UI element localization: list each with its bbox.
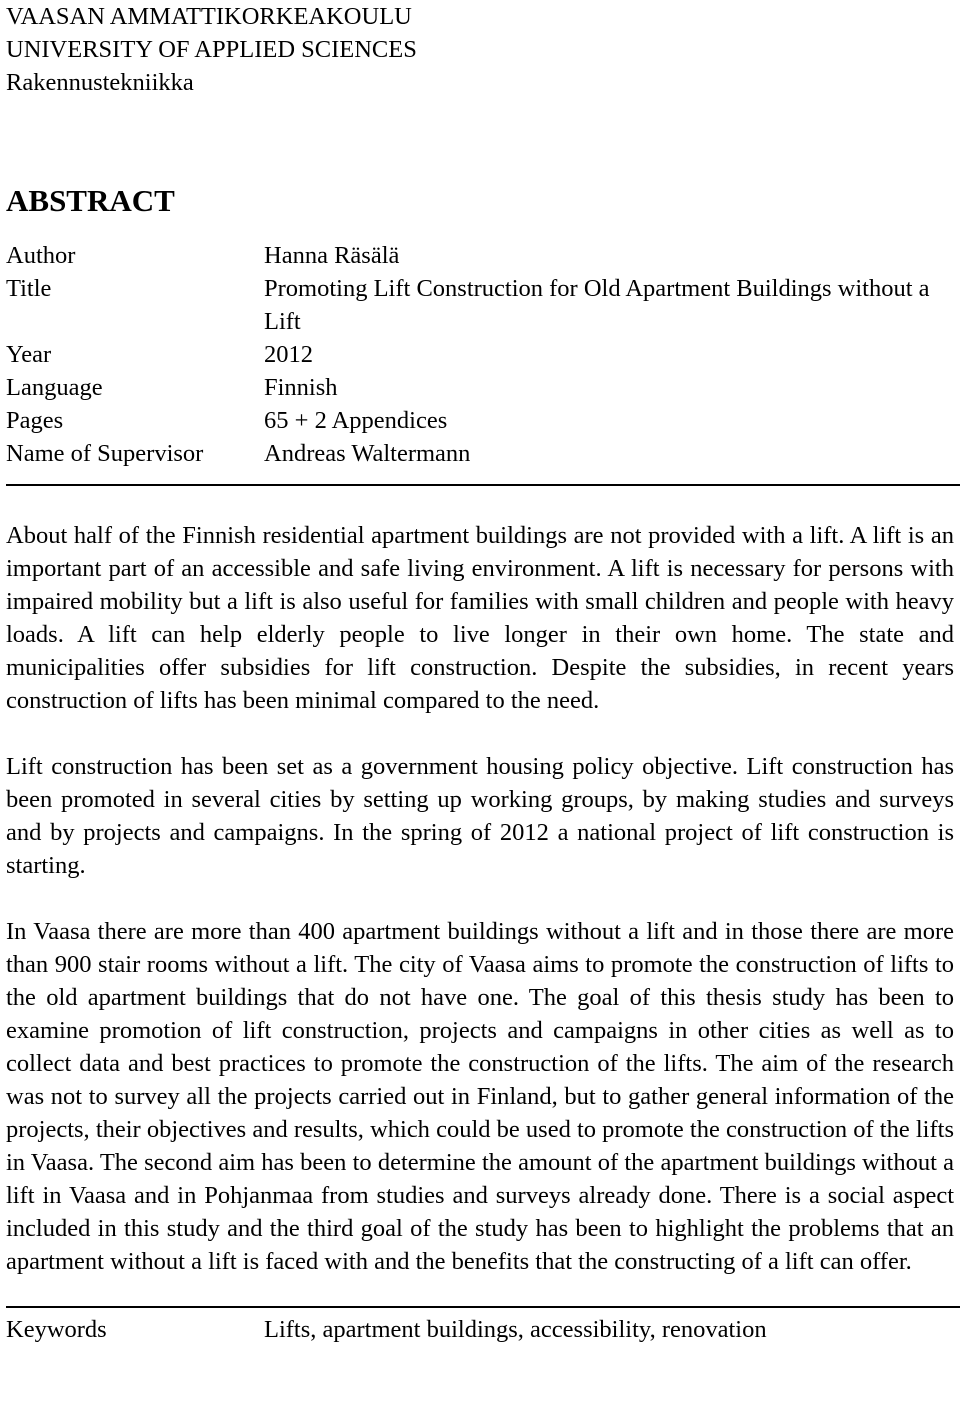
institution-name-english: UNIVERSITY OF APPLIED SCIENCES <box>6 36 417 63</box>
abstract-heading: ABSTRACT <box>6 183 175 218</box>
pages-value: 65 + 2 Appendices <box>264 407 448 434</box>
institution-name: VAASAN AMMATTIKORKEAKOULU <box>6 3 412 30</box>
metadata-row-language <box>6 371 954 404</box>
metadata-row-author <box>6 239 954 272</box>
metadata-row-year <box>6 338 954 371</box>
metadata-label: Author <box>6 242 76 269</box>
degree-programme: Rakennustekniikka <box>6 69 194 96</box>
author-value: Hanna Räsälä <box>264 242 400 269</box>
abstract-paragraph: About half of the Finnish residential apartment buildings are not provided with a lift. A lift is an important part of an accessible and safe living environment. A lift is necessary for persons with impaired mobility but a lift is also useful for families with small children and people with heavy loads. A lift can help elderly people to live longer in their own home. The state and municipalities offer subsidies for lift construction. Despite the subsidies, in recent years construction of lifts has been minimal compared to the need. <box>6 522 954 714</box>
abstract-page <box>6 0 954 1346</box>
year-value: 2012 <box>264 341 313 368</box>
abstract-paragraph: Lift construction has been set as a government housing policy objective. Lift construction has been promoted in several cities by setting up working groups, by making studies and surveys and by projects and campaigns. In the spring of 2012 a national project of lift construction is starting. <box>6 753 954 879</box>
title-value: Promoting Lift Construction for Old Apartment Buildings without a Lift <box>264 275 930 335</box>
metadata-row-title <box>6 272 954 338</box>
metadata-label: Year <box>6 341 52 368</box>
metadata-label: Name of Supervisor <box>6 440 204 467</box>
metadata-row-pages <box>6 404 954 437</box>
supervisor-value: Andreas Waltermann <box>264 440 471 467</box>
institution-header <box>6 0 954 99</box>
metadata-row-supervisor <box>6 437 954 470</box>
metadata-table <box>6 239 954 470</box>
abstract-paragraph: In Vaasa there are more than 400 apartment buildings without a lift and in those there are more than 900 stair rooms without a lift. The city of Vaasa aims to promote the construction of lifts to the old apartment buildings that do not have one. The goal of this thesis study has been to examine promotion of lift construction, projects and campaigns in other cities as well as to collect data and best practices to promote the construction of the lifts. The aim of the research was not to survey all the projects carried out in Finland, but to gather general information of the projects, their objectives and results, which could be used to promote the construction of the lifts in Vaasa. The second aim has been to determine the amount of the apartment buildings without a lift in Vaasa and in Pohjanmaa from studies and surveys already done. There is a social aspect included in this study and the third goal of the study has been to highlight the problems that an apartment without a lift is faced with and the benefits that the constructing of a lift can offer. <box>6 918 954 1275</box>
divider-rule <box>6 484 960 486</box>
keywords-row <box>6 1313 954 1346</box>
metadata-label: Language <box>6 374 103 401</box>
divider-rule <box>6 1306 960 1308</box>
language-value: Finnish <box>264 374 338 401</box>
keywords-label: Keywords <box>6 1316 107 1343</box>
keywords-value: Lifts, apartment buildings, accessibility, renovation <box>264 1316 767 1343</box>
metadata-label: Title <box>6 275 52 302</box>
metadata-label: Pages <box>6 407 64 434</box>
